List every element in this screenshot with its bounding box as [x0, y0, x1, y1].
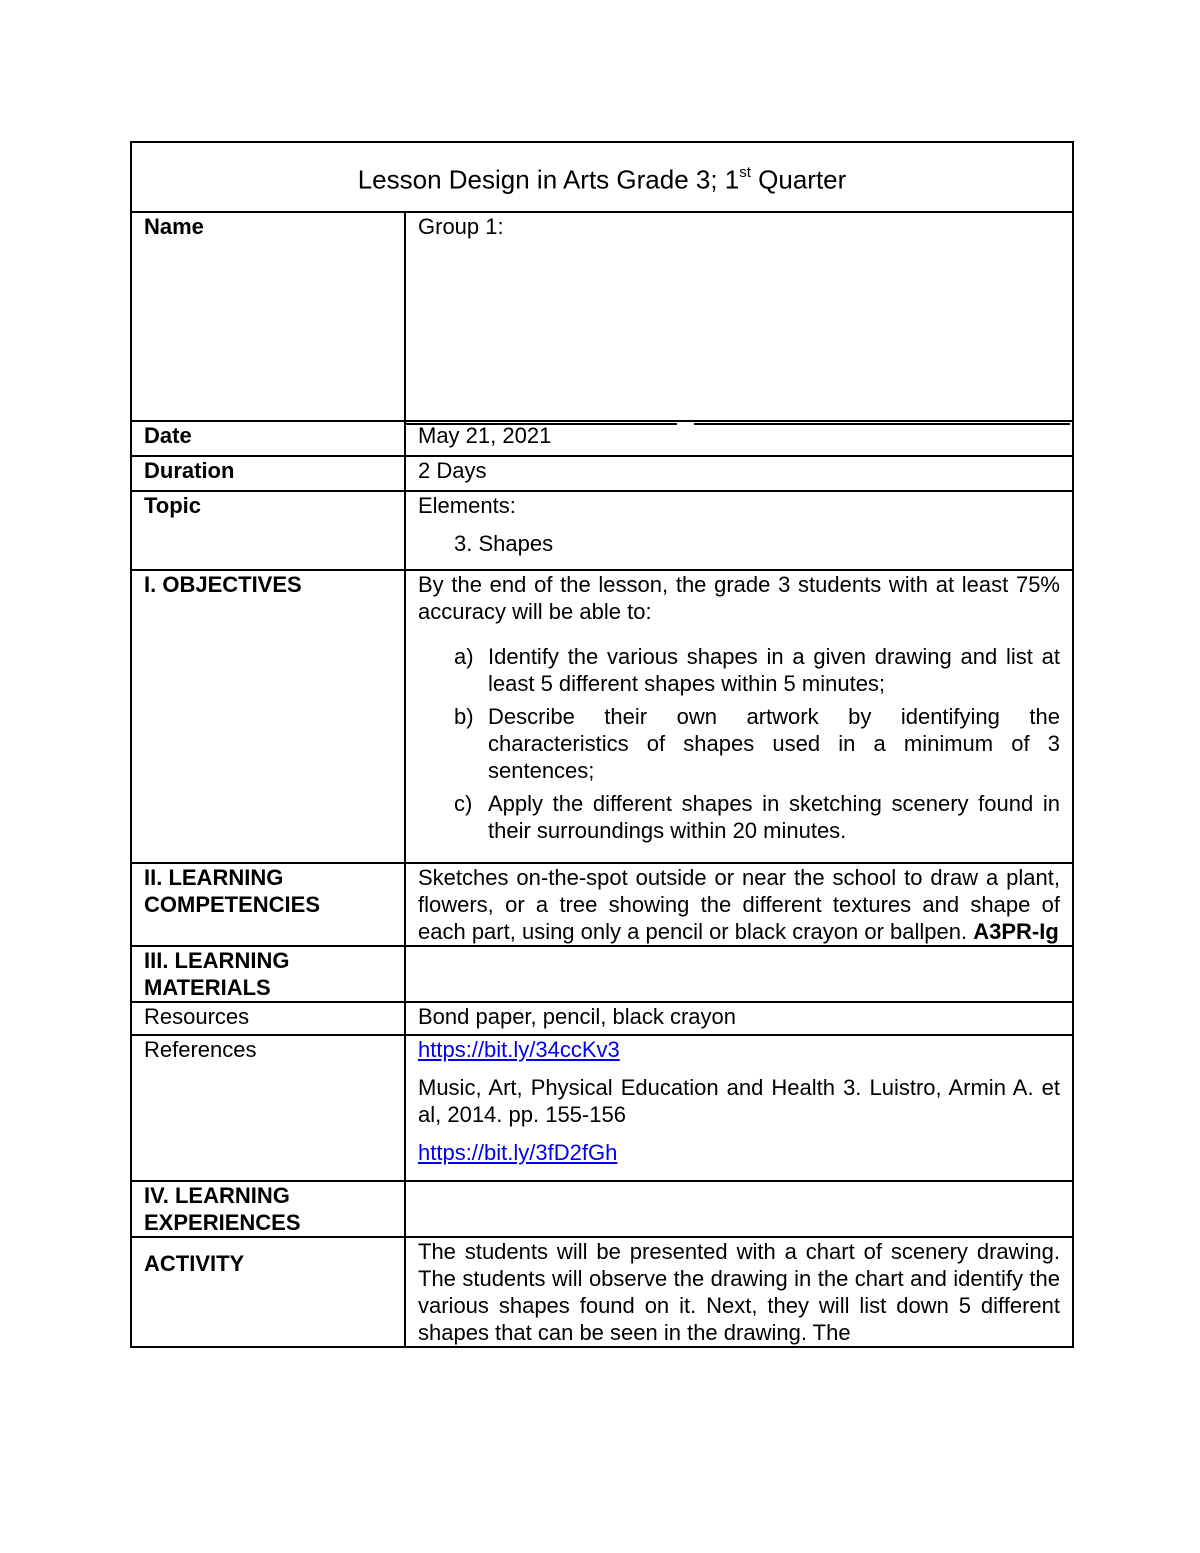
name-row — [131, 212, 1073, 421]
topic-item: 3. Shapes — [454, 531, 554, 556]
competencies-row — [131, 863, 1073, 946]
objective-text: Identify the various shapes in a given drawing and list at least 5 different shapes within 5 minutes; — [488, 644, 1060, 696]
materials-value — [405, 946, 1073, 1002]
materials-label-line1: III. LEARNING — [144, 948, 290, 973]
title-row — [131, 142, 1073, 212]
resources-label: Resources — [131, 1002, 405, 1035]
objective-item — [418, 790, 1060, 844]
name-value: Group 1: — [405, 212, 1073, 421]
materials-label — [131, 946, 405, 1002]
objectives-intro: By the end of the lesson, the grade 3 students with at least 75% accuracy will be able to: — [418, 572, 1060, 624]
signature-line-left — [405, 423, 677, 425]
experiences-value — [405, 1181, 1073, 1237]
name-label: Name — [131, 212, 405, 421]
activity-value: The students will be presented with a chart of scenery drawing. The students will observe the drawing in the chart and identify the various shapes found on it. Next, they will list down 5 different shapes that can be seen in the drawing. The — [405, 1237, 1073, 1347]
references-cell — [405, 1035, 1073, 1181]
title-suffix: Quarter — [750, 164, 847, 195]
references-row — [131, 1035, 1073, 1181]
objectives-list — [418, 643, 1060, 844]
objective-text: Apply the different shapes in sketching scenery found in their surroundings within 20 minutes. — [488, 791, 1060, 843]
activity-label: ACTIVITY — [131, 1237, 405, 1347]
objective-text: Describe their own artwork by identifying the characteristics of shapes used in a minimum of 3 sentences; — [488, 704, 1060, 783]
competencies-label-line1: II. LEARNING — [144, 865, 284, 890]
title-text: Lesson Design in Arts Grade 3; 1 — [357, 164, 740, 195]
title-superscript: st — [739, 163, 751, 181]
activity-row — [131, 1237, 1073, 1347]
competency-code: A3PR-Ig — [973, 919, 1059, 944]
lesson-design-table — [130, 141, 1074, 1348]
competencies-value — [405, 863, 1073, 946]
topic-row — [131, 491, 1073, 570]
date-row — [131, 421, 1073, 456]
date-value: May 21, 2021 — [405, 421, 1073, 456]
objective-marker: b) — [454, 704, 474, 729]
objectives-label: I. OBJECTIVES — [131, 570, 405, 863]
objective-item — [418, 643, 1060, 697]
objective-marker: c) — [454, 791, 473, 816]
reference-link-1[interactable]: https://bit.ly/34ccKv3 — [418, 1037, 620, 1062]
competencies-label — [131, 863, 405, 946]
signature-line-right — [694, 423, 1070, 425]
document-title — [131, 142, 1073, 212]
date-label: Date — [131, 421, 405, 456]
topic-value: Elements: — [418, 493, 516, 518]
topic-label: Topic — [131, 491, 405, 570]
duration-label: Duration — [131, 456, 405, 491]
reference-book: Music, Art, Physical Education and Health 3. Luistro, Armin A. et al, 2014. pp. 155-156 — [418, 1075, 1060, 1127]
references-label: References — [131, 1035, 405, 1181]
objectives-row — [131, 570, 1073, 863]
topic-cell — [405, 491, 1073, 570]
objective-item — [418, 703, 1060, 784]
objectives-cell — [405, 570, 1073, 863]
competencies-text: Sketches on-the-spot outside or near the school to draw a plant, flowers, or a tree showing the different textures and shape of each part, using only a pencil or black crayon or ballpen. — [418, 865, 1060, 944]
reference-link-2[interactable]: https://bit.ly/3fD2fGh — [418, 1140, 618, 1165]
duration-value: 2 Days — [405, 456, 1073, 491]
experiences-label-line1: IV. LEARNING — [144, 1183, 290, 1208]
competencies-label-line2: COMPETENCIES — [144, 892, 321, 917]
resources-value: Bond paper, pencil, black crayon — [405, 1002, 1073, 1035]
materials-label-line2: MATERIALS — [144, 975, 271, 1000]
experiences-row — [131, 1181, 1073, 1237]
experiences-label-line2: EXPERIENCES — [144, 1210, 301, 1235]
experiences-label — [131, 1181, 405, 1237]
materials-row — [131, 946, 1073, 1002]
objective-marker: a) — [454, 644, 474, 669]
resources-row — [131, 1002, 1073, 1035]
duration-row — [131, 456, 1073, 491]
